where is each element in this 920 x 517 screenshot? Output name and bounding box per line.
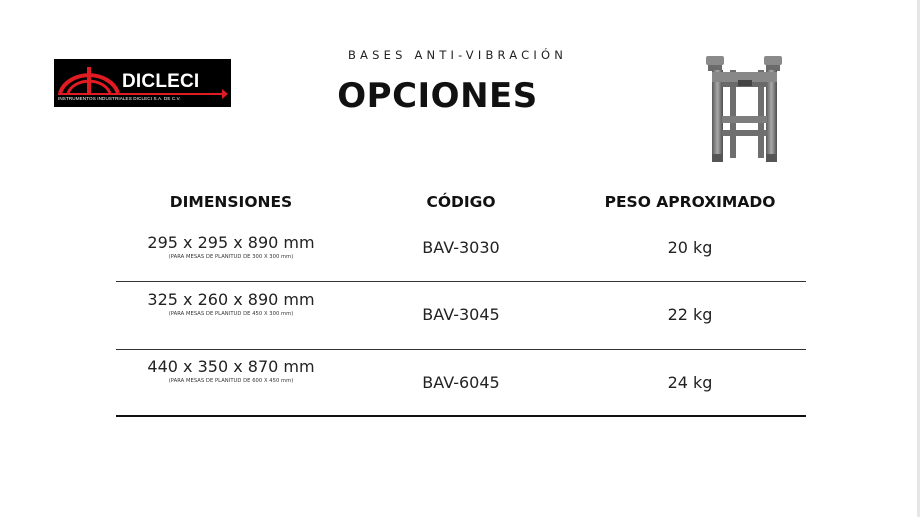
logo-subtitle: INSTRUMENTOS INDUSTRIALES DICLECI S.A. DE C.V. <box>58 96 181 101</box>
header-code: CÓDIGO <box>426 193 496 211</box>
row-1-weight: 20 kg <box>667 238 713 257</box>
row-divider <box>116 281 806 282</box>
header-weight: PESO APROXIMADO <box>604 193 776 211</box>
page-title: OPCIONES <box>337 76 538 116</box>
table-bottom-rule <box>116 415 806 417</box>
logo-name: DICLECI <box>122 71 200 92</box>
row-2-dimensions: 325 x 260 x 890 mm <box>147 290 315 309</box>
anti-vibration-base-image <box>700 50 790 165</box>
page-subtitle: BASES ANTI-VIBRACIÓN <box>347 48 568 62</box>
row-1-code: BAV-3030 <box>422 238 500 257</box>
row-2-weight: 22 kg <box>667 305 713 324</box>
row-2-note: (PARA MESAS DE PLANITUD DE 450 X 300 mm) <box>168 311 294 317</box>
row-1-note: (PARA MESAS DE PLANITUD DE 300 X 300 mm) <box>168 254 294 260</box>
row-3-weight: 24 kg <box>667 373 713 392</box>
row-3-note: (PARA MESAS DE PLANITUD DE 600 X 450 mm) <box>168 378 294 384</box>
row-1-dimensions: 295 x 295 x 890 mm <box>147 233 315 252</box>
row-3-dimensions: 440 x 350 x 870 mm <box>147 357 315 376</box>
row-2-code: BAV-3045 <box>422 305 500 324</box>
dicleci-logo <box>54 59 231 107</box>
row-3-code: BAV-6045 <box>422 373 500 392</box>
row-divider <box>116 349 806 350</box>
header-dimensions: DIMENSIONES <box>169 193 293 211</box>
